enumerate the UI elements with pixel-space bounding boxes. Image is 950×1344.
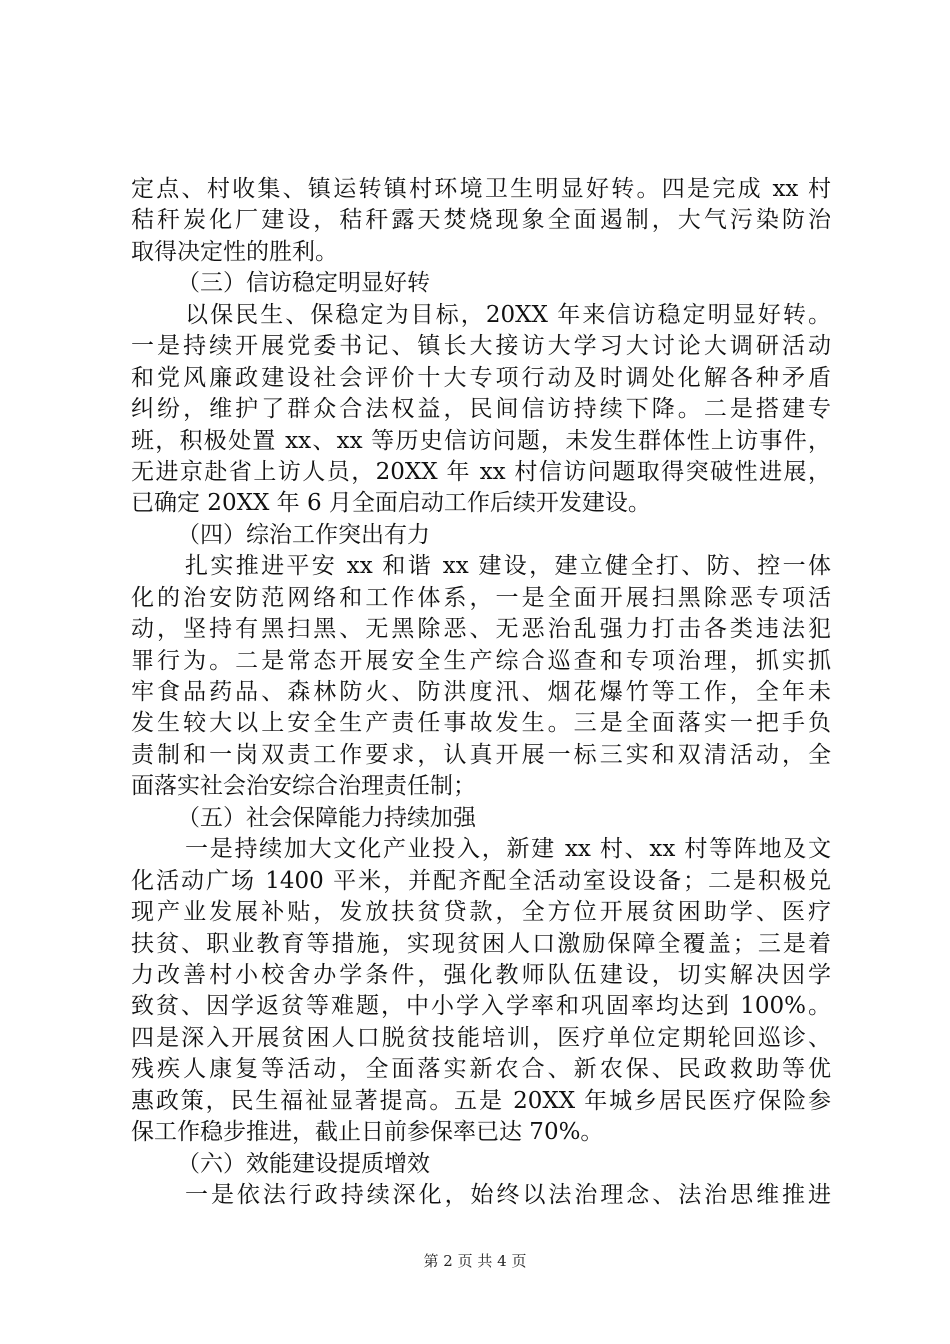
paragraph-line: 无进京赴省上访人员，20XX 年 xx 村信访问题取得突破性进展， [131,458,831,485]
paragraph-line: 面落实社会治安综合治理责任制； [131,773,476,800]
paragraph-line: 残疾人康复等活动，全面落实新农合、新农保、民政救助等优 [131,1056,831,1083]
paragraph-line: 化的治安防范网络和工作体系，一是全面开展扫黑除恶专项活 [131,584,831,611]
paragraph-line: 秸秆炭化厂建设，秸秆露天焚烧现象全面遏制，大气污染防治 [131,207,831,234]
paragraph-line: 责制和一岗双责工作要求，认真开展一标三实和双清活动，全 [131,741,831,768]
paragraph-line: 力改善村小校舍办学条件，强化教师队伍建设，切实解决因学 [131,961,831,988]
paragraph-line: 动，坚持有黑扫黑、无黑除恶、无恶治乱强力打击各类违法犯 [131,616,831,643]
section-heading-5: （五）社会保障能力持续加强 [177,804,476,831]
paragraph-line: 一是持续开展党委书记、镇长大接访大学习大讨论大调研活动 [131,333,831,360]
paragraph-line: 牢食品药品、森林防火、防洪度汛、烟花爆竹等工作，全年未 [131,679,831,705]
paragraph-line: 以保民生、保稳定为目标，20XX 年来信访稳定明显好转。 [185,301,831,328]
paragraph-line: 一是依法行政持续深化，始终以法治理念、法治思维推进 [185,1182,831,1208]
paragraph-line: 发生较大以上安全生产责任事故发生。三是全面落实一把手负 [131,710,831,737]
paragraph-line: 取得决定性的胜利。 [131,238,338,265]
paragraph-line: 和党风廉政建设社会评价十大专项行动及时调处化解各种矛盾 [131,364,831,391]
paragraph-line: 已确定 20XX 年 6 月全面启动工作后续开发建设。 [131,490,651,517]
paragraph-line: 一是持续加大文化产业投入，新建 xx 村、xx 村等阵地及文 [185,836,831,863]
body-text [131,174,831,1211]
paragraph-line: 扶贫、职业教育等措施，实现贫困人口激励保障全覆盖；三是着 [131,930,831,957]
paragraph-line: 罪行为。二是常态开展安全生产综合巡查和专项治理，抓实抓 [131,647,831,674]
page-number-footer: 第 2 页 共 4 页 [423,1252,527,1270]
section-heading-3: （三）信访稳定明显好转 [177,270,430,297]
paragraph-line: 保工作稳步推进，截止日前参保率已达 70%。 [131,1119,604,1146]
section-heading-4: （四）综治工作突出有力 [177,521,430,548]
paragraph-line: 班，积极处置 xx、xx 等历史信访问题，未发生群体性上访事件， [131,427,831,454]
paragraph-line: 定点、村收集、镇运转镇村环境卫生明显好转。四是完成 xx 村 [131,176,831,202]
paragraph-line: 扎实推进平安 xx 和谐 xx 建设，建立健全打、防、控一体 [185,553,831,580]
paragraph-line: 现产业发展补贴，发放扶贫贷款，全方位开展贫困助学、医疗 [131,899,831,926]
paragraph-line: 致贫、因学返贫等难题，中小学入学率和巩固率均达到 100%。 [131,993,831,1020]
paragraph-line: 化活动广场 1400 平米，并配齐配全活动室设设备；二是积极兑 [131,867,831,894]
paragraph-line: 四是深入开展贫困人口脱贫技能培训，医疗单位定期轮回巡诊、 [131,1024,831,1051]
paragraph-line: 纠纷，维护了群众合法权益，民间信访持续下降。二是搭建专 [131,396,831,423]
paragraph-line: 惠政策，民生福祉显著提高。五是 20XX 年城乡居民医疗保险参 [131,1087,831,1114]
section-heading-6: （六）效能建设提质增效 [177,1150,430,1177]
